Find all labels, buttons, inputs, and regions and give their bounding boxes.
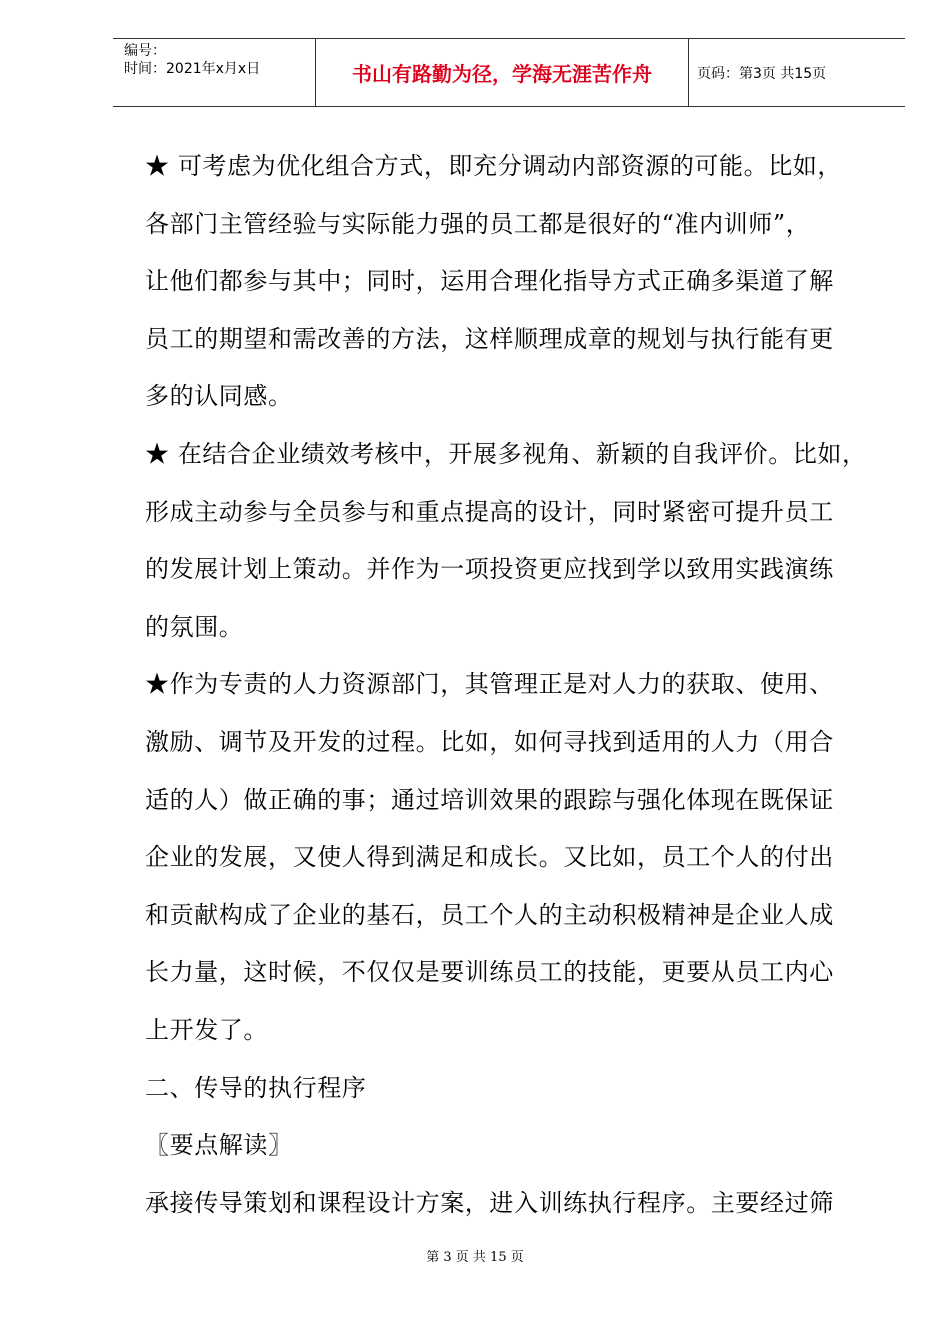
body-line: 员工的期望和需改善的方法，这样顺理成章的规划与执行能有更 xyxy=(145,324,834,353)
body-line: ★ 在结合企业绩效考核中，开展多视角、新颖的自我评价。比如， xyxy=(145,439,867,468)
page-header xyxy=(113,38,905,107)
header-motto: 书山有路勤为径，学海无涯苦作舟 xyxy=(316,39,689,106)
document-number-label: 编号： xyxy=(124,43,166,59)
header-page-info: 页码：第3页 共15页 xyxy=(697,65,827,82)
subsection-heading: 〖要点解读〗 xyxy=(145,1131,293,1160)
document-body xyxy=(145,138,865,1232)
body-line: 适的人）做正确的事；通过培训效果的跟踪与强化体现在既保证 xyxy=(145,785,834,814)
section-heading: 二、传导的执行程序 xyxy=(145,1073,367,1102)
body-line: 承接传导策划和课程设计方案，进入训练执行程序。主要经过筛 xyxy=(145,1188,834,1217)
body-line: 的发展计划上策动。并作为一项投资更应找到学以致用实践演练 xyxy=(145,555,834,584)
body-line: 和贡献构成了企业的基石，员工个人的主动积极精神是企业人成 xyxy=(145,900,834,929)
body-line: 的氛围。 xyxy=(145,612,244,641)
body-line: 让他们都参与其中；同时，运用合理化指导方式正确多渠道了解 xyxy=(145,267,834,296)
body-line: 形成主动参与全员参与和重点提高的设计，同时紧密可提升员工 xyxy=(145,497,834,526)
body-line: 上开发了。 xyxy=(145,1015,268,1044)
body-line: 企业的发展，又使人得到满足和成长。又比如，员工个人的付出 xyxy=(145,843,834,872)
body-line: ★ 可考虑为优化组合方式，即充分调动内部资源的可能。比如， xyxy=(145,152,843,180)
body-line: ★作为专责的人力资源部门，其管理正是对人力的获取、使用、 xyxy=(145,670,834,699)
body-line: 各部门主管经验与实际能力强的员工都是很好的“准内训师”， xyxy=(145,209,811,238)
document-time-label: 时间：2021年x月x日 xyxy=(124,61,261,77)
body-line: 多的认同感。 xyxy=(145,382,293,411)
body-line: 长力量，这时候，不仅仅是要训练员工的技能，更要从员工内心 xyxy=(145,958,834,987)
page-footer: 第 3 页 共 15 页 xyxy=(426,1250,524,1265)
header-meta xyxy=(113,39,316,106)
body-line: 激励、调节及开发的过程。比如，如何寻找到适用的人力（用合 xyxy=(145,727,834,756)
